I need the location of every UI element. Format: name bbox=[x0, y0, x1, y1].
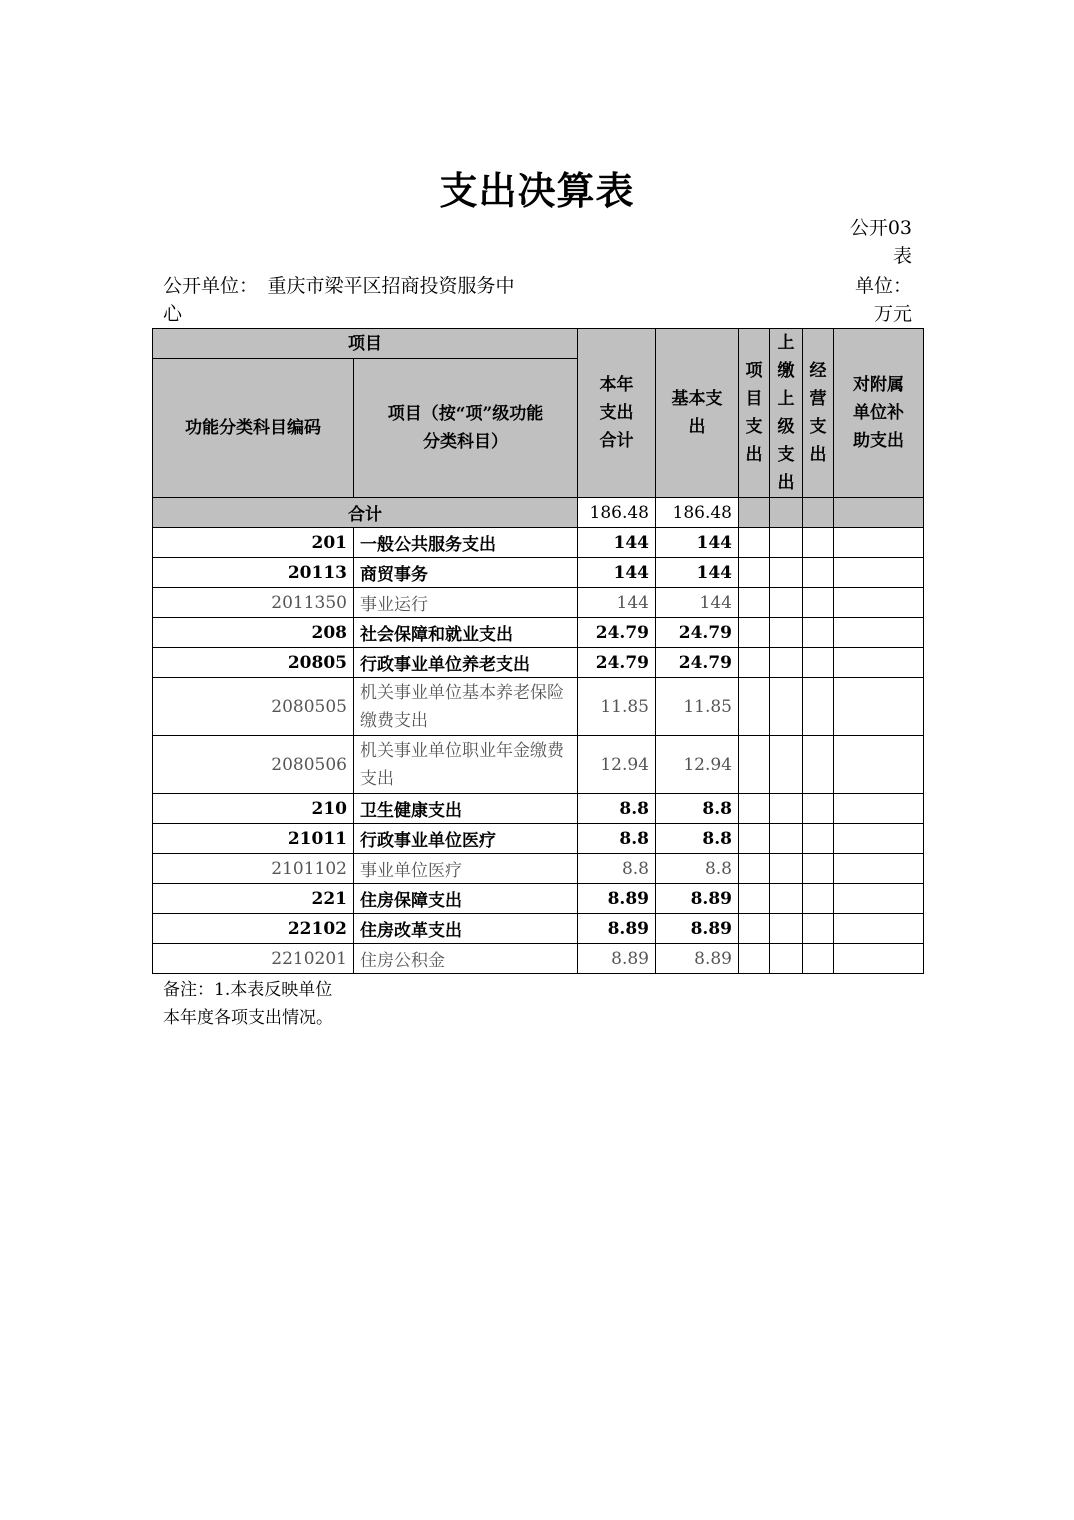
header-upper-payment bbox=[770, 329, 803, 498]
blank-cell bbox=[803, 648, 834, 678]
table-row bbox=[153, 558, 924, 588]
cell-name: 行政事业单位养老支出 bbox=[354, 648, 578, 678]
table-row bbox=[153, 944, 924, 974]
cell-basic: 8.8 bbox=[656, 824, 739, 854]
currency-unit-label: 单位： bbox=[854, 275, 912, 297]
cell-code: 22102 bbox=[153, 914, 354, 944]
header-upper-c3: 级 bbox=[777, 417, 795, 437]
cell-name: 事业运行 bbox=[354, 588, 578, 618]
cell-basic: 11.85 bbox=[656, 678, 739, 736]
cell-total: 8.8 bbox=[578, 824, 656, 854]
cell-basic: 8.8 bbox=[656, 794, 739, 824]
blank-cell bbox=[739, 914, 770, 944]
total-amount: 186.48 bbox=[578, 498, 656, 528]
cell-code: 2210201 bbox=[153, 944, 354, 974]
blank-cell bbox=[834, 944, 924, 974]
cell-basic: 8.8 bbox=[656, 854, 739, 884]
cell-total: 11.85 bbox=[578, 678, 656, 736]
header-code: 功能分类科目编码 bbox=[153, 359, 354, 498]
footnote-line2: 本年度各项支出情况。 bbox=[163, 1008, 333, 1028]
blank-cell bbox=[739, 944, 770, 974]
blank-cell bbox=[739, 528, 770, 558]
table-row bbox=[153, 824, 924, 854]
cell-total: 8.89 bbox=[578, 914, 656, 944]
blank-cell bbox=[739, 618, 770, 648]
header-basic-l2: 出 bbox=[688, 417, 706, 437]
blank-cell bbox=[770, 648, 803, 678]
blank-cell bbox=[739, 648, 770, 678]
blank-cell bbox=[770, 588, 803, 618]
blank-cell bbox=[770, 736, 803, 794]
form-number-line1: 公开03 bbox=[849, 217, 912, 239]
blank-cell bbox=[770, 678, 803, 736]
header-upper-c5: 出 bbox=[777, 473, 795, 493]
cell-code: 2080505 bbox=[153, 678, 354, 736]
cell-name: 住房保障支出 bbox=[354, 884, 578, 914]
form-number-line2: 表 bbox=[892, 245, 912, 267]
cell-total: 144 bbox=[578, 588, 656, 618]
blank-cell bbox=[770, 528, 803, 558]
cell-name: 卫生健康支出 bbox=[354, 794, 578, 824]
cell-name: 一般公共服务支出 bbox=[354, 528, 578, 558]
total-label: 合计 bbox=[153, 498, 578, 528]
cell-name: 行政事业单位医疗 bbox=[354, 824, 578, 854]
blank-cell bbox=[739, 498, 770, 528]
header-basic-l1: 基本支 bbox=[671, 389, 723, 409]
blank-cell bbox=[739, 736, 770, 794]
table-row bbox=[153, 884, 924, 914]
table-row bbox=[153, 588, 924, 618]
cell-total: 8.8 bbox=[578, 854, 656, 884]
blank-cell bbox=[834, 914, 924, 944]
header-total-l1: 本年 bbox=[599, 375, 634, 395]
cell-total: 24.79 bbox=[578, 618, 656, 648]
blank-cell bbox=[739, 824, 770, 854]
blank-cell bbox=[834, 588, 924, 618]
header-total bbox=[578, 329, 656, 498]
blank-cell bbox=[834, 736, 924, 794]
table-row bbox=[153, 618, 924, 648]
cell-basic: 144 bbox=[656, 558, 739, 588]
cell-code: 2011350 bbox=[153, 588, 354, 618]
reporting-unit bbox=[163, 272, 583, 328]
blank-cell bbox=[834, 678, 924, 736]
cell-code: 208 bbox=[153, 618, 354, 648]
cell-code: 210 bbox=[153, 794, 354, 824]
blank-cell bbox=[739, 794, 770, 824]
blank-cell bbox=[803, 618, 834, 648]
blank-cell bbox=[770, 884, 803, 914]
blank-cell bbox=[770, 944, 803, 974]
cell-name: 商贸事务 bbox=[354, 558, 578, 588]
blank-cell bbox=[803, 736, 834, 794]
cell-basic: 24.79 bbox=[656, 618, 739, 648]
header-biz-c2: 支 bbox=[809, 417, 827, 437]
header-biz-c1: 营 bbox=[809, 389, 827, 409]
expenditure-table bbox=[152, 328, 924, 974]
header-upper-c0: 上 bbox=[777, 333, 795, 353]
cell-total: 8.89 bbox=[578, 944, 656, 974]
blank-cell bbox=[834, 824, 924, 854]
cell-name: 社会保障和就业支出 bbox=[354, 618, 578, 648]
blank-cell bbox=[739, 588, 770, 618]
blank-cell bbox=[803, 588, 834, 618]
cell-name: 住房改革支出 bbox=[354, 914, 578, 944]
blank-cell bbox=[803, 558, 834, 588]
blank-cell bbox=[834, 498, 924, 528]
footnote-line1: 备注：1.本表反映单位 bbox=[163, 980, 333, 1000]
header-subsidy bbox=[834, 329, 924, 498]
table-row bbox=[153, 678, 924, 736]
form-number bbox=[836, 214, 912, 270]
header-proj-c0: 项 bbox=[745, 361, 763, 381]
cell-code: 201 bbox=[153, 528, 354, 558]
cell-code: 2101102 bbox=[153, 854, 354, 884]
cell-total: 144 bbox=[578, 558, 656, 588]
cell-name: 机关事业单位职业年金缴费支出 bbox=[354, 736, 578, 794]
cell-basic: 24.79 bbox=[656, 648, 739, 678]
blank-cell bbox=[803, 824, 834, 854]
blank-cell bbox=[803, 914, 834, 944]
cell-basic: 8.89 bbox=[656, 944, 739, 974]
header-sub-l2: 单位补 bbox=[853, 403, 904, 423]
blank-cell bbox=[834, 648, 924, 678]
cell-total: 8.8 bbox=[578, 794, 656, 824]
currency-unit bbox=[836, 272, 912, 328]
page-title: 支出决算表 bbox=[439, 168, 635, 213]
cell-basic: 8.89 bbox=[656, 914, 739, 944]
cell-code: 221 bbox=[153, 884, 354, 914]
reporting-unit-line1: 公开单位： 重庆市梁平区招商投资服务中 bbox=[163, 275, 515, 297]
blank-cell bbox=[770, 824, 803, 854]
cell-total: 8.89 bbox=[578, 884, 656, 914]
header-biz-c3: 出 bbox=[809, 445, 827, 465]
cell-name: 机关事业单位基本养老保险缴费支出 bbox=[354, 678, 578, 736]
cell-code: 20113 bbox=[153, 558, 354, 588]
blank-cell bbox=[770, 854, 803, 884]
blank-cell bbox=[803, 498, 834, 528]
blank-cell bbox=[739, 678, 770, 736]
header-total-l3: 合计 bbox=[599, 431, 634, 451]
header-name-l1: 项目（按“项”级功能 bbox=[387, 404, 544, 425]
table-row bbox=[153, 528, 924, 558]
blank-cell bbox=[834, 884, 924, 914]
blank-cell bbox=[803, 944, 834, 974]
blank-cell bbox=[803, 884, 834, 914]
cell-basic: 144 bbox=[656, 528, 739, 558]
header-basic bbox=[656, 329, 739, 498]
cell-basic: 8.89 bbox=[656, 884, 739, 914]
blank-cell bbox=[739, 558, 770, 588]
header-upper-c1: 缴 bbox=[777, 361, 795, 381]
header-upper-c4: 支 bbox=[777, 445, 795, 465]
footnote bbox=[163, 976, 353, 1032]
header-name-l2: 分类科目） bbox=[423, 432, 508, 453]
header-proj-c3: 出 bbox=[745, 445, 763, 465]
blank-cell bbox=[739, 854, 770, 884]
blank-cell bbox=[770, 498, 803, 528]
table-row bbox=[153, 794, 924, 824]
cell-basic: 12.94 bbox=[656, 736, 739, 794]
cell-code: 21011 bbox=[153, 824, 354, 854]
blank-cell bbox=[770, 794, 803, 824]
table-row bbox=[153, 648, 924, 678]
header-business-expense bbox=[803, 329, 834, 498]
blank-cell bbox=[770, 914, 803, 944]
blank-cell bbox=[770, 618, 803, 648]
header-name bbox=[354, 359, 578, 498]
header-biz-c0: 经 bbox=[809, 361, 827, 381]
header-sub-l1: 对附属 bbox=[853, 375, 904, 395]
reporting-unit-line2: 心 bbox=[163, 303, 183, 325]
currency-unit-value: 万元 bbox=[873, 303, 912, 325]
cell-total: 12.94 bbox=[578, 736, 656, 794]
cell-name: 住房公积金 bbox=[354, 944, 578, 974]
cell-name: 事业单位医疗 bbox=[354, 854, 578, 884]
cell-basic: 144 bbox=[656, 588, 739, 618]
blank-cell bbox=[803, 854, 834, 884]
header-upper-c2: 上 bbox=[777, 389, 795, 409]
header-project-expense bbox=[739, 329, 770, 498]
cell-code: 2080506 bbox=[153, 736, 354, 794]
header-total-l2: 支出 bbox=[599, 403, 634, 423]
table-row bbox=[153, 854, 924, 884]
blank-cell bbox=[834, 854, 924, 884]
table-row bbox=[153, 736, 924, 794]
blank-cell bbox=[739, 884, 770, 914]
cell-total: 144 bbox=[578, 528, 656, 558]
blank-cell bbox=[834, 528, 924, 558]
cell-code: 20805 bbox=[153, 648, 354, 678]
blank-cell bbox=[803, 528, 834, 558]
total-basic: 186.48 bbox=[656, 498, 739, 528]
blank-cell bbox=[803, 794, 834, 824]
header-proj-c1: 目 bbox=[745, 389, 763, 409]
cell-total: 24.79 bbox=[578, 648, 656, 678]
table-row bbox=[153, 914, 924, 944]
blank-cell bbox=[834, 618, 924, 648]
blank-cell bbox=[834, 794, 924, 824]
blank-cell bbox=[803, 678, 834, 736]
header-proj-c2: 支 bbox=[745, 417, 763, 437]
header-sub-l3: 助支出 bbox=[853, 431, 904, 451]
blank-cell bbox=[770, 558, 803, 588]
header-project: 项目 bbox=[153, 329, 578, 359]
blank-cell bbox=[834, 558, 924, 588]
total-row bbox=[153, 498, 924, 528]
